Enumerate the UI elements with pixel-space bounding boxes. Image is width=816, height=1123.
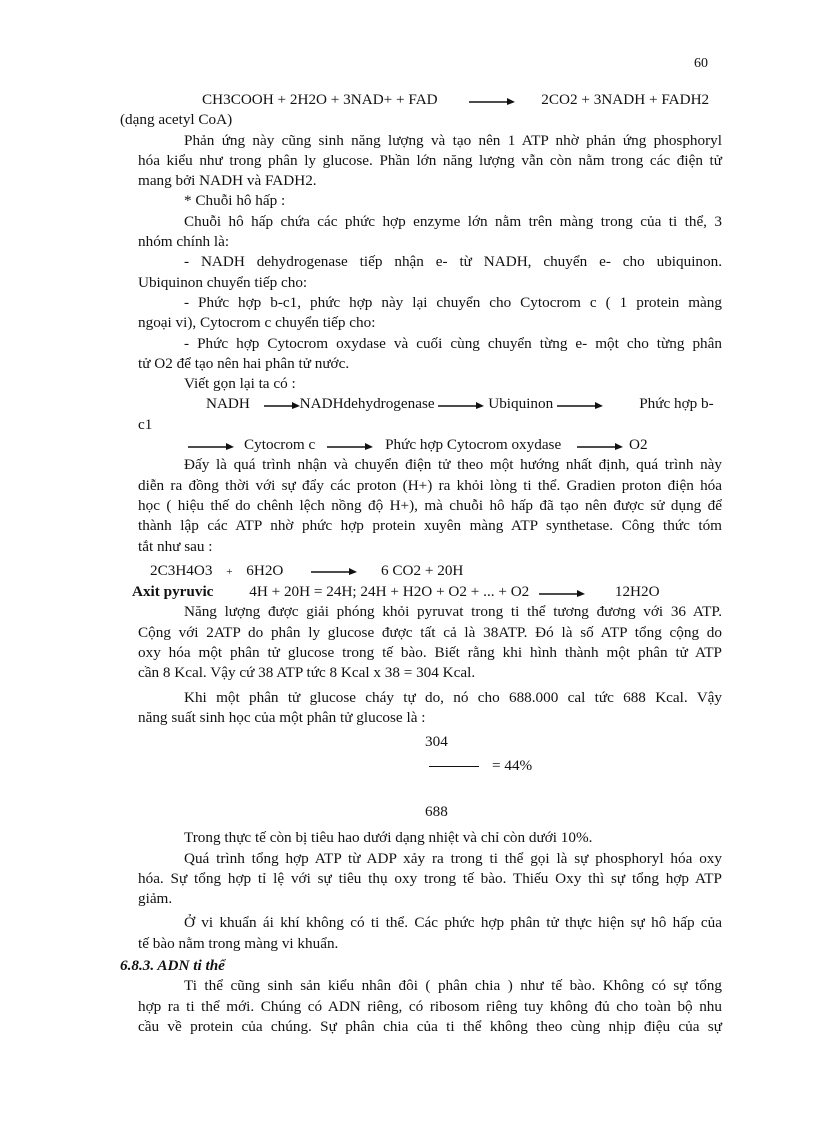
- paragraph-line: cầu về protein của chúng. Sự phân chia của ti thể không theo cùng nhịp điệu của sự: [138, 1017, 722, 1035]
- chain-step-cytocrom-oxydase: Phức hợp Cytocrom oxydase: [385, 436, 562, 454]
- arrow-icon: [438, 400, 484, 410]
- page-content: [120, 90, 722, 1037]
- fraction-numerator: 304: [425, 733, 448, 751]
- bullet-line: tử O2 để tạo nên hai phân tử nước.: [138, 354, 350, 372]
- paragraph-line: học ( hiệu thế do chênh lệch nồng độ H+), mà chuỗi hô hấp đã tạo nên được sử dụng để: [138, 496, 722, 514]
- arrow-icon: [557, 400, 603, 410]
- paragraph-line: hợp ra ti thể mới. Chúng có ADN riêng, có ribosom riêng tuy không đủ cho toàn bộ nhu: [138, 997, 722, 1015]
- paragraph-line: mang bởi NADH và FADH2.: [138, 172, 317, 190]
- chain-step-ubiquinon: Ubiquinon: [488, 395, 554, 413]
- equation-label: Axit pyruvic: [132, 583, 214, 601]
- paragraph-line: Năng lượng được giải phóng khỏi pyruvat trong ti thể tương đương với 36 ATP.: [184, 603, 722, 621]
- chain-step-complex-bc1: Phức hợp b-: [639, 395, 714, 413]
- equation-hydrogen-left: 4H + 20H = 24H; 24H + H2O + O2 + ... + O2: [249, 583, 530, 601]
- fraction-result: = 44%: [492, 757, 533, 775]
- arrow-icon: [264, 400, 300, 410]
- chain-step-nadh: NADH: [206, 395, 250, 413]
- paragraph-line: tắt như sau :: [138, 537, 213, 555]
- paragraph-line: Khi một phân tử glucose cháy tự do, nó cho 688.000 cal tức 688 Kcal. Vậy: [184, 688, 722, 706]
- paragraph-line: giảm.: [138, 890, 173, 908]
- equation-acetyl: [138, 90, 722, 110]
- paragraph-line: cần 8 Kcal. Vậy cứ 38 ATP tức 8 Kcal x 38 = 304 Kcal.: [138, 664, 476, 682]
- equation-reactant-2: 6H2O: [246, 561, 284, 579]
- bullet-line: - NADH dehydrogenase tiếp nhận e- từ NADH, chuyển e- cho ubiquinon.: [184, 253, 722, 271]
- equation-hydrogen-right: 12H2O: [614, 583, 660, 601]
- equation-products: 6 CO2 + 20H: [380, 561, 464, 579]
- bullet-line: Ubiquinon chuyển tiếp cho:: [138, 273, 308, 291]
- bullet-line: - Phức hợp Cytocrom oxydase và cuối cùng chuyển từng e- một cho từng phân: [184, 334, 722, 352]
- section-heading: 6.8.3. ADN ti thể: [120, 956, 225, 974]
- fraction-denominator: 688: [425, 803, 448, 821]
- arrow-icon: [311, 566, 357, 576]
- fraction-bar: [429, 766, 479, 767]
- paragraph-line: Ti thể cũng sinh sản kiểu nhân đôi ( phân chia ) như tế bào. Không có sự tổng: [184, 977, 722, 995]
- chain-line-2: [138, 435, 722, 455]
- chain-line-1-wrap: c1: [138, 415, 153, 433]
- equation-right: 2CO2 + 3NADH + FADH2: [541, 91, 710, 108]
- equation-left: CH3COOH + 2H2O + 3NAD+ + FAD: [202, 91, 438, 108]
- paragraph-line: Phản ứng này cũng sinh năng lượng và tạo nên 1 ATP nhờ phản ứng phosphoryl: [184, 131, 722, 149]
- arrow-icon: [188, 441, 234, 451]
- paragraph-line: thành lập các ATP nhờ phức hợp protein xuyên màng ATP synthetase. Công thức tóm: [138, 517, 722, 535]
- chain-step-o2: O2: [629, 436, 648, 454]
- paragraph-line: năng suất sinh học của một phân tử glucose là :: [138, 708, 426, 726]
- efficiency-fraction: [138, 732, 722, 828]
- arrow-icon: [469, 96, 515, 106]
- paragraph-line: Chuỗi hô hấp chứa các phức hợp enzyme lớn nằm trên màng trong của ti thể, 3: [184, 212, 722, 230]
- paragraph-line: nhóm chính là:: [138, 233, 230, 251]
- summary-intro: Viết gọn lại ta có :: [184, 375, 296, 393]
- arrow-icon: [539, 588, 585, 598]
- paragraph-line: Quá trình tổng hợp ATP từ ADP xảy ra trong ti thể gọi là sự phosphoryl hóa oxy: [184, 849, 722, 867]
- paragraph-line: Trong thực tế còn bị tiêu hao dưới dạng nhiệt và chỉ còn dưới 10%.: [184, 829, 593, 847]
- equation-reactant-1: 2C3H4O3: [150, 561, 213, 579]
- paragraph-line: tế bào nằm trong màng vi khuẩn.: [138, 934, 339, 952]
- chain-step-dehydrogenase: NADHdehydrogenase: [299, 395, 435, 413]
- chain-line-1: [138, 394, 722, 414]
- paragraph-line: Cộng với 2ATP do phân ly glucose được tất cả là 38ATP. Đó là số ATP tổng cộng do: [138, 623, 722, 641]
- equation-pyruvate: [138, 561, 722, 582]
- arrow-icon: [577, 441, 623, 451]
- page-number: 60: [694, 56, 708, 71]
- paragraph-line: Đấy là quá trình nhận và chuyển điện tử theo một hướng nhất định, quá trình này: [184, 456, 722, 474]
- paragraph-line: hóa kiểu như trong phân ly glucose. Phần lớn năng lượng vẫn còn nằm trong các điện tử: [138, 151, 722, 169]
- bullet-line: - Phức hợp b-c1, phức hợp này lại chuyển cho Cytocrom c ( 1 protein màng: [184, 293, 722, 311]
- equation-note: (dạng acetyl CoA): [120, 111, 233, 129]
- equation-hydrogen: [132, 582, 722, 602]
- chain-step-cytocrom-c: Cytocrom c: [244, 436, 316, 454]
- paragraph-line: Ở vi khuẩn ái khí không có ti thể. Các phức hợp phân tử thực hiện sự hô hấp của: [184, 914, 722, 932]
- paragraph-line: oxy hóa một phân tử glucose trong tế bào. Biết rằng khi hình thành một phân tử ATP: [138, 644, 722, 662]
- section-subtitle: * Chuỗi hô hấp :: [184, 192, 286, 210]
- paragraph-line: hóa. Sự tổng hợp tỉ lệ với sự tiêu thụ oxy trong tế bào. Thiếu Oxy thì sự tổng hợp ATP: [138, 869, 722, 887]
- bullet-line: ngoại vi), Cytocrom c chuyển tiếp cho:: [138, 314, 376, 332]
- paragraph-line: diễn ra đồng thời với sự đẩy các proton (H+) ra khỏi lòng ti thể. Gradien proton điện hóa: [138, 476, 722, 494]
- arrow-icon: [327, 441, 373, 451]
- equation-plus: +: [226, 565, 233, 578]
